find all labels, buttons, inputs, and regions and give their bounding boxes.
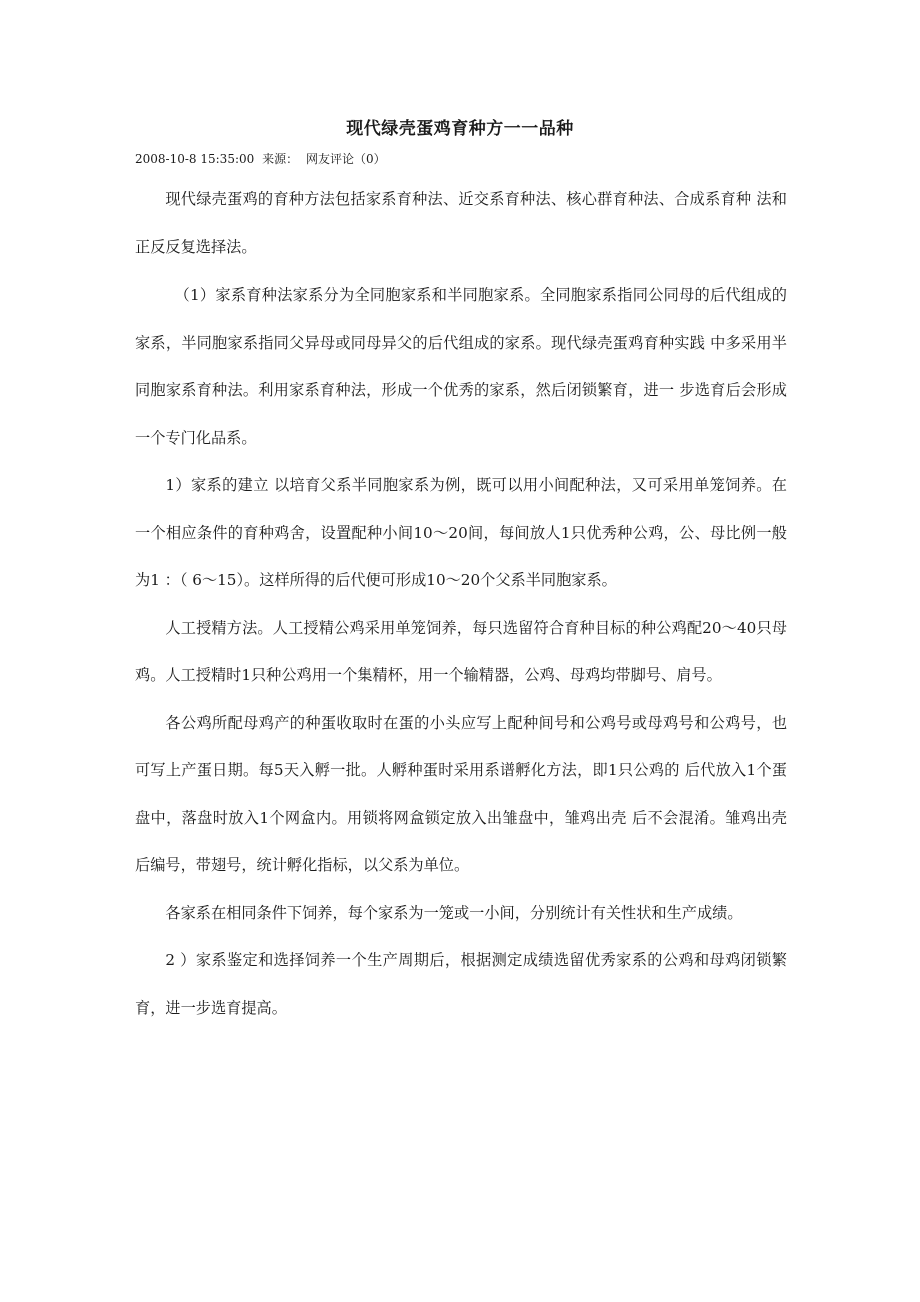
paragraph-artificial-insemination: 人工授精方法。人工授精公鸡采用单笼饲养，每只选留符合育种目标的种公鸡配20～40只母鸡。人工授精时1只种公鸡用一个集精杯，用一个输精器，公鸡、母鸡均带脚号、肩号。 xyxy=(135,618,787,684)
paragraph-family-evaluation: 2 ）家系鉴定和选择饲养一个生产周期后，根据测定成绩选留优秀家系的公鸡和母鸡闭锁繁育，进一步选育提高。 xyxy=(135,951,787,1017)
source-label: 来源： xyxy=(262,152,299,166)
paragraph-rearing: 各家系在相同条件下饲养，每个家系为一笼或一小间，分别统计有关性状和生产成绩。 xyxy=(165,903,743,922)
comments-count: 网友评论（0） xyxy=(305,152,386,166)
publish-date: 2008-10-8 15:35:00 xyxy=(135,152,255,166)
paragraph-family-breeding: （1）家系育种法家系分为全同胞家系和半同胞家系。全同胞家系指同公同母的后代组成的家系，半同胞家系指同父异母或同母异父的后代组成的家系。现代绿壳蛋鸡育种实践 中多采用半同胞家系育种法。利用家系育种法，形成一个优秀的家系，然后闭锁繁育，进一 步选育后会形成一个专门化品系。 xyxy=(135,286,787,447)
paragraph-family-establishment: 1）家系的建立 以培育父系半同胞家系为例，既可以用小间配种法，又可采用单笼饲养。在一个相应条件的育种鸡舍，设置配种小间10～20间，每间放人1只优秀种公鸡，公、母比例一般为1 ：（ 6～15）。这样所得的后代便可形成10～20个父系半同胞家系。 xyxy=(135,476,787,589)
page-title: 现代绿壳蛋鸡育种方一一品种 xyxy=(346,119,574,139)
paragraph-intro: 现代绿壳蛋鸡的育种方法包括家系育种法、近交系育种法、核心群育种法、合成系育种 法和正反反复选择法。 xyxy=(135,190,787,256)
article-body xyxy=(135,176,787,1032)
article-meta xyxy=(135,150,390,167)
paragraph-egg-collection: 各公鸡所配母鸡产的种蛋收取时在蛋的小头应写上配种间号和公鸡号或母鸡号和公鸡号，也可写上产蛋日期。每5天入孵一批。人孵种蛋时采用系谱孵化方法，即1只公鸡的 后代放入1个蛋盘中，落盘时放入1个网盒内。用锁将网盒锁定放入出雏盘中，雏鸡出壳 后不会混淆。雏鸡出壳后编号，带翅号，统计孵化指标，以父系为单位。 xyxy=(135,713,787,874)
